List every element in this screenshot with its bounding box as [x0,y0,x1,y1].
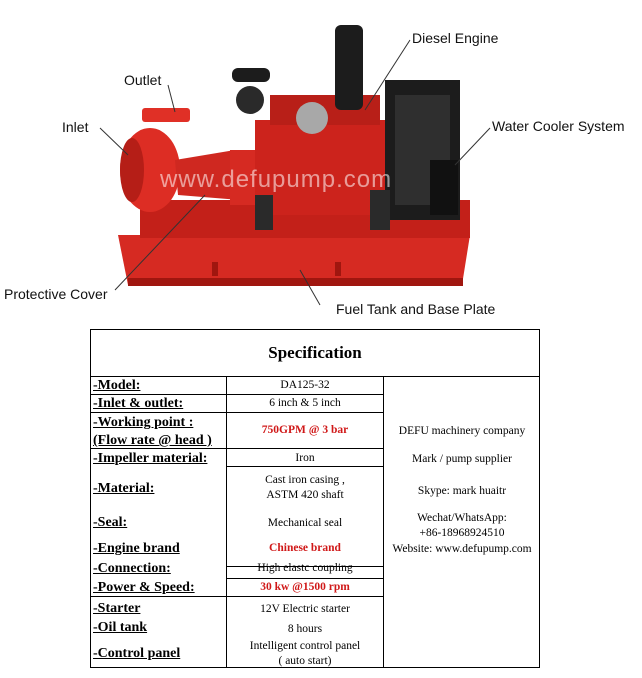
label-power-speed: -Power & Speed: [93,580,195,595]
value-starter: 12V Electric starter [260,603,350,615]
value-control-panel: Intelligent control panel [249,640,361,652]
value-material: Cast iron casing , [265,474,345,486]
company-name: DEFU machinery company [398,425,526,437]
air-filter [232,68,270,82]
label-oil-tank: -Oil tank [93,620,148,635]
value-control-panel-mode: ( auto start) [278,655,332,667]
label-inlet-outlet: -Inlet & outlet: [93,396,184,411]
label-starter: -Starter [93,601,141,616]
label-model: -Model: [93,378,141,393]
callout-water-cooler: Water Cooler System [492,118,625,134]
specification-table [90,329,540,668]
value-oil-tank: 8 hours [287,623,323,635]
product-photo [0,0,642,325]
value-power-speed: 30 kw @1500 rpm [260,581,350,593]
value-material-shaft: ASTM 420 shaft [266,489,344,501]
company-phone: +86-18968924510 [419,527,505,539]
value-model: DA125-32 [280,379,330,391]
callout-inlet: Inlet [62,119,89,135]
turbocharger [296,102,328,134]
value-seal: Mechanical seal [267,517,343,529]
label-engine-brand: -Engine brand [93,541,180,556]
value-engine-brand: Chinese brand [269,542,341,554]
label-working-point: -Working point : [93,415,194,430]
company-website: Website: www.defupump.com [392,543,532,555]
value-working-point: 750GPM @ 3 bar [261,424,349,436]
watermark: www.defupump.com [160,166,393,193]
company-skype: Skype: mark huaitr [417,485,507,497]
outlet-flange [142,108,190,122]
callout-diesel-engine: Diesel Engine [412,30,499,46]
label-impeller-material: -Impeller material: [93,451,208,466]
label-seal: -Seal: [93,515,128,530]
label-connection: -Connection: [93,561,171,576]
value-connection: High elastc coupling [257,562,353,574]
label-control-panel: -Control panel [93,646,181,661]
label-flow-rate-head: (Flow rate @ head ) [93,433,212,448]
company-wechat-label: Wechat/WhatsApp: [417,512,507,524]
column-divider [226,376,227,667]
callout-protective-cover: Protective Cover [4,286,108,302]
spec-title: Specification [91,330,539,377]
exhaust-pipe [335,25,363,110]
callout-outlet: Outlet [124,72,162,88]
company-role: Mark / pump supplier [412,453,512,465]
base-plate [118,235,470,285]
value-inlet-outlet: 6 inch & 5 inch [269,397,341,409]
label-material: -Material: [93,481,155,496]
diesel-pump-illustration [0,0,642,325]
value-impeller-material: Iron [295,452,315,464]
callout-fuel-tank: Fuel Tank and Base Plate [336,301,496,317]
